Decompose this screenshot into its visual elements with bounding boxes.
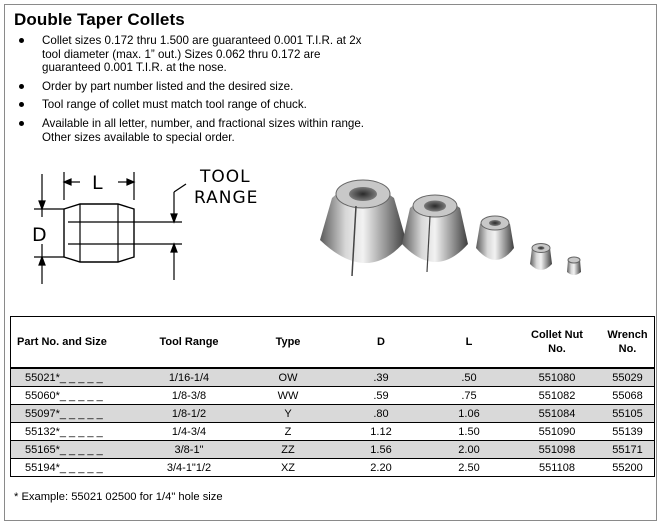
cell-tool-range: 3/4-1"1/2: [139, 459, 239, 477]
example-note: * Example: 55021 02500 for 1/4" hole size: [14, 491, 223, 503]
header-collet-nut-line1: Collet Nut: [531, 329, 583, 341]
feature-item: Order by part number listed and the desired size.: [16, 80, 376, 94]
cell-l: 2.00: [425, 441, 513, 459]
cell-part: 55132*_ _ _ _ _: [11, 423, 140, 441]
header-collet-nut-line2: No.: [548, 343, 566, 355]
cell-tool-range: 1/16-1/4: [139, 368, 239, 387]
cell-part: 55060*_ _ _ _ _: [11, 387, 140, 405]
cell-type: WW: [239, 387, 337, 405]
cell-d: .59: [337, 387, 425, 405]
cell-part: 55021*_ _ _ _ _: [11, 368, 140, 387]
cell-tool-range: 1/4-3/4: [139, 423, 239, 441]
cell-d: .39: [337, 368, 425, 387]
header-part: Part No. and Size: [11, 317, 140, 369]
cell-wrench: 55200: [601, 459, 655, 477]
collet-large-icon: [320, 180, 406, 276]
cell-l: .75: [425, 387, 513, 405]
cell-wrench: 55171: [601, 441, 655, 459]
cell-d: 1.12: [337, 423, 425, 441]
cell-type: OW: [239, 368, 337, 387]
header-type: Type: [239, 317, 337, 369]
cell-nut: 551084: [513, 405, 601, 423]
header-collet-nut: [513, 317, 601, 369]
cell-type: XZ: [239, 459, 337, 477]
cell-wrench: 55029: [601, 368, 655, 387]
cell-type: Z: [239, 423, 337, 441]
cell-wrench: 55105: [601, 405, 655, 423]
table-row: [11, 423, 655, 441]
table-row: [11, 387, 655, 405]
collet-tiny-icon: [530, 244, 552, 271]
table-row: [11, 441, 655, 459]
cell-wrench: 55068: [601, 387, 655, 405]
collet-diagram: [20, 162, 270, 302]
cell-part: 55097*_ _ _ _ _: [11, 405, 140, 423]
feature-list: [16, 34, 376, 149]
collet-smallest-icon: [567, 257, 581, 275]
collets-photo: [312, 168, 592, 288]
header-wrench: Wrench No.: [601, 317, 655, 369]
cell-nut: 551080: [513, 368, 601, 387]
feature-item: Available in all letter, number, and fractional sizes within range. Other sizes available to special order.: [16, 117, 376, 144]
tool-label: TOOL: [200, 167, 251, 187]
cell-nut: 551108: [513, 459, 601, 477]
collet-medium-icon: [402, 195, 468, 272]
cell-d: 2.20: [337, 459, 425, 477]
cell-nut: 551090: [513, 423, 601, 441]
header-l: L: [425, 317, 513, 369]
cell-l: 1.06: [425, 405, 513, 423]
header-d: D: [337, 317, 425, 369]
diameter-label: D: [32, 224, 47, 246]
page-title: Double Taper Collets: [14, 10, 185, 29]
cell-d: .80: [337, 405, 425, 423]
cell-l: .50: [425, 368, 513, 387]
table-row: [11, 459, 655, 477]
collet-spec-table: [10, 316, 655, 477]
collet-small-icon: [476, 216, 514, 260]
range-label: RANGE: [194, 188, 259, 208]
cell-wrench: 55139: [601, 423, 655, 441]
table-row: [11, 405, 655, 423]
feature-item: Collet sizes 0.172 thru 1.500 are guaranteed 0.001 T.I.R. at 2x tool diameter (max. 1” out.) Sizes 0.062 thru 0.172 are guaranteed 0.001 T.I.R. at the nose.: [16, 34, 376, 75]
table-row: [11, 368, 655, 387]
feature-item: Tool range of collet must match tool range of chuck.: [16, 98, 376, 112]
cell-nut: 551098: [513, 441, 601, 459]
length-label: L: [92, 172, 103, 194]
cell-l: 2.50: [425, 459, 513, 477]
cell-tool-range: 3/8-1": [139, 441, 239, 459]
table-header-row: [11, 317, 655, 369]
cell-part: 55165*_ _ _ _ _: [11, 441, 140, 459]
cell-type: ZZ: [239, 441, 337, 459]
cell-type: Y: [239, 405, 337, 423]
cell-d: 1.56: [337, 441, 425, 459]
cell-nut: 551082: [513, 387, 601, 405]
cell-tool-range: 1/8-3/8: [139, 387, 239, 405]
cell-part: 55194*_ _ _ _ _: [11, 459, 140, 477]
header-tool-range: Tool Range: [139, 317, 239, 369]
cell-l: 1.50: [425, 423, 513, 441]
cell-tool-range: 1/8-1/2: [139, 405, 239, 423]
